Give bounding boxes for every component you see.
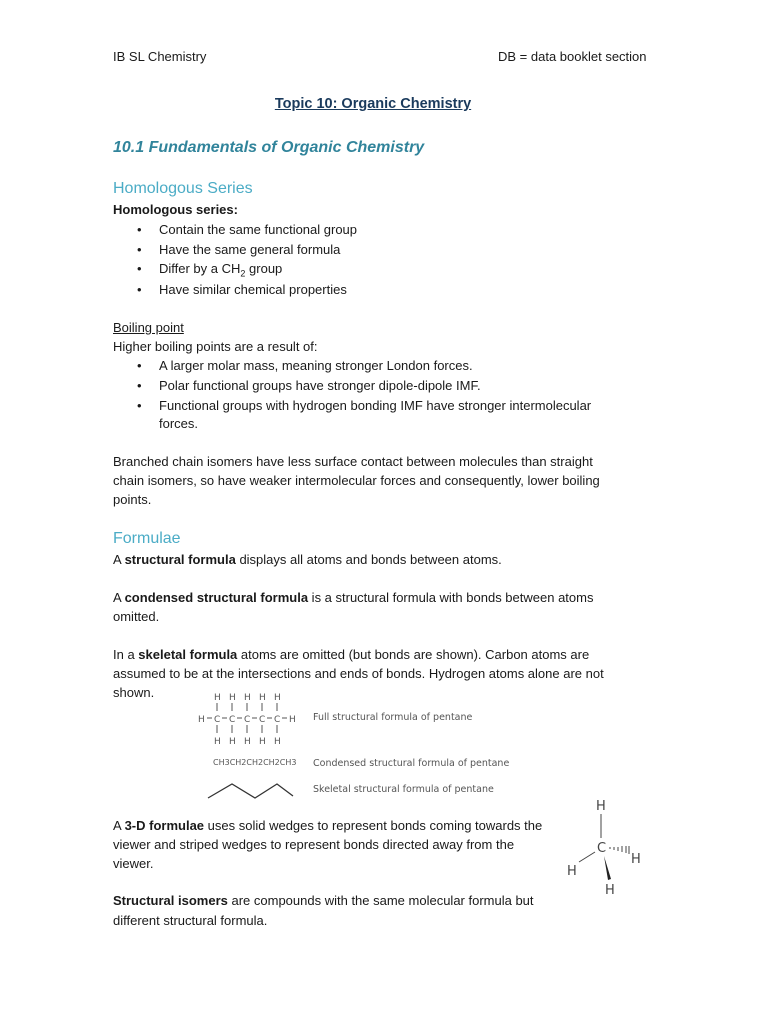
svg-text:H: H bbox=[214, 737, 221, 747]
svg-text:H: H bbox=[259, 693, 266, 703]
skeletal-text: assumed to be at the intersections and ends of bonds. Hydrogen atoms alone are not bbox=[113, 666, 604, 681]
skeletal-text: In a skeletal formula atoms are omitted (but bonds are shown). Carbon atoms are bbox=[113, 647, 590, 662]
svg-text:H: H bbox=[198, 715, 205, 725]
homologous-label: Homologous series: bbox=[113, 202, 238, 217]
bullet: • bbox=[137, 222, 142, 237]
three-d-text: A 3-D formulae uses solid wedges to represent bonds coming towards the bbox=[113, 818, 543, 833]
svg-text:H: H bbox=[229, 737, 236, 747]
bullet: • bbox=[137, 398, 142, 413]
bullet: • bbox=[137, 378, 142, 393]
svg-text:C: C bbox=[229, 715, 236, 725]
svg-text:H: H bbox=[214, 693, 221, 703]
list-item: Have similar chemical properties bbox=[159, 282, 347, 297]
condensed-formula: CH3CH2CH2CH2CH3 bbox=[213, 758, 297, 767]
list-item: Differ by a $CH_2$ group bbox=[159, 261, 283, 279]
list-item: A larger molar mass, meaning stronger London forces. bbox=[159, 358, 473, 373]
header-left: IB SL Chemistry bbox=[113, 49, 207, 64]
isomers-text: different structural formula. bbox=[113, 913, 268, 928]
bullet: • bbox=[137, 261, 142, 276]
svg-text:H: H bbox=[596, 799, 606, 814]
full-structure-label: Full structural formula of pentane bbox=[313, 712, 473, 723]
homologous-heading: Homologous Series bbox=[113, 180, 253, 197]
list-item: Polar functional groups have stronger dipole-dipole IMF. bbox=[159, 378, 481, 393]
methane-3d-structure bbox=[560, 790, 660, 900]
svg-text:H: H bbox=[244, 693, 251, 703]
svg-text:H: H bbox=[274, 693, 281, 703]
list-item: Contain the same functional group bbox=[159, 222, 358, 237]
svg-text:H: H bbox=[567, 864, 577, 879]
svg-text:H: H bbox=[259, 737, 266, 747]
three-d-text: viewer and striped wedges to represent bonds directed away from the bbox=[113, 837, 515, 852]
svg-text:C: C bbox=[597, 841, 607, 856]
bullet: • bbox=[137, 358, 142, 373]
list-item-cont: forces. bbox=[159, 416, 199, 431]
boiling-heading: Boiling point bbox=[113, 320, 184, 335]
branched-text: points. bbox=[113, 492, 152, 507]
page-title: Topic 10: Organic Chemistry bbox=[274, 96, 472, 112]
condensed-text: omitted. bbox=[113, 609, 160, 624]
svg-text:H: H bbox=[244, 737, 251, 747]
branched-text: chain isomers, so have weaker intermolecular forces and consequently, lower boiling bbox=[113, 473, 600, 488]
svg-text:C: C bbox=[274, 715, 281, 725]
condensed-text: A condensed structural formula is a structural formula with bonds between atoms bbox=[113, 590, 594, 605]
svg-text:C: C bbox=[214, 715, 221, 725]
svg-text:H: H bbox=[229, 693, 236, 703]
header-right: DB = data booklet section bbox=[498, 49, 647, 64]
svg-text:H: H bbox=[631, 852, 641, 867]
list-item: Functional groups with hydrogen bonding IMF have stronger intermolecular bbox=[159, 398, 592, 413]
isomers-text: Structural isomers are compounds with the same molecular formula but bbox=[113, 893, 534, 908]
condensed-label: Condensed structural formula of pentane bbox=[313, 758, 510, 769]
svg-text:H: H bbox=[289, 715, 296, 725]
skeletal-label: Skeletal structural formula of pentane bbox=[313, 784, 494, 795]
bullet: • bbox=[137, 282, 142, 297]
section-heading: 10.1 Fundamentals of Organic Chemistry bbox=[113, 139, 425, 156]
bullet: • bbox=[137, 242, 142, 257]
svg-text:C: C bbox=[244, 715, 251, 725]
branched-text: Branched chain isomers have less surface contact between molecules than straight bbox=[113, 454, 593, 469]
three-d-text: viewer. bbox=[113, 856, 154, 871]
structural-text: A structural formula displays all atoms and bonds between atoms. bbox=[113, 552, 502, 567]
skeletal-structure bbox=[205, 780, 295, 802]
svg-text:H: H bbox=[605, 883, 615, 898]
formulae-heading: Formulae bbox=[113, 530, 181, 547]
boiling-intro: Higher boiling points are a result of: bbox=[113, 339, 318, 354]
svg-text:H: H bbox=[274, 737, 281, 747]
skeletal-text: shown. bbox=[113, 685, 155, 700]
list-item: Have the same general formula bbox=[159, 242, 341, 257]
svg-text:C: C bbox=[259, 715, 266, 725]
